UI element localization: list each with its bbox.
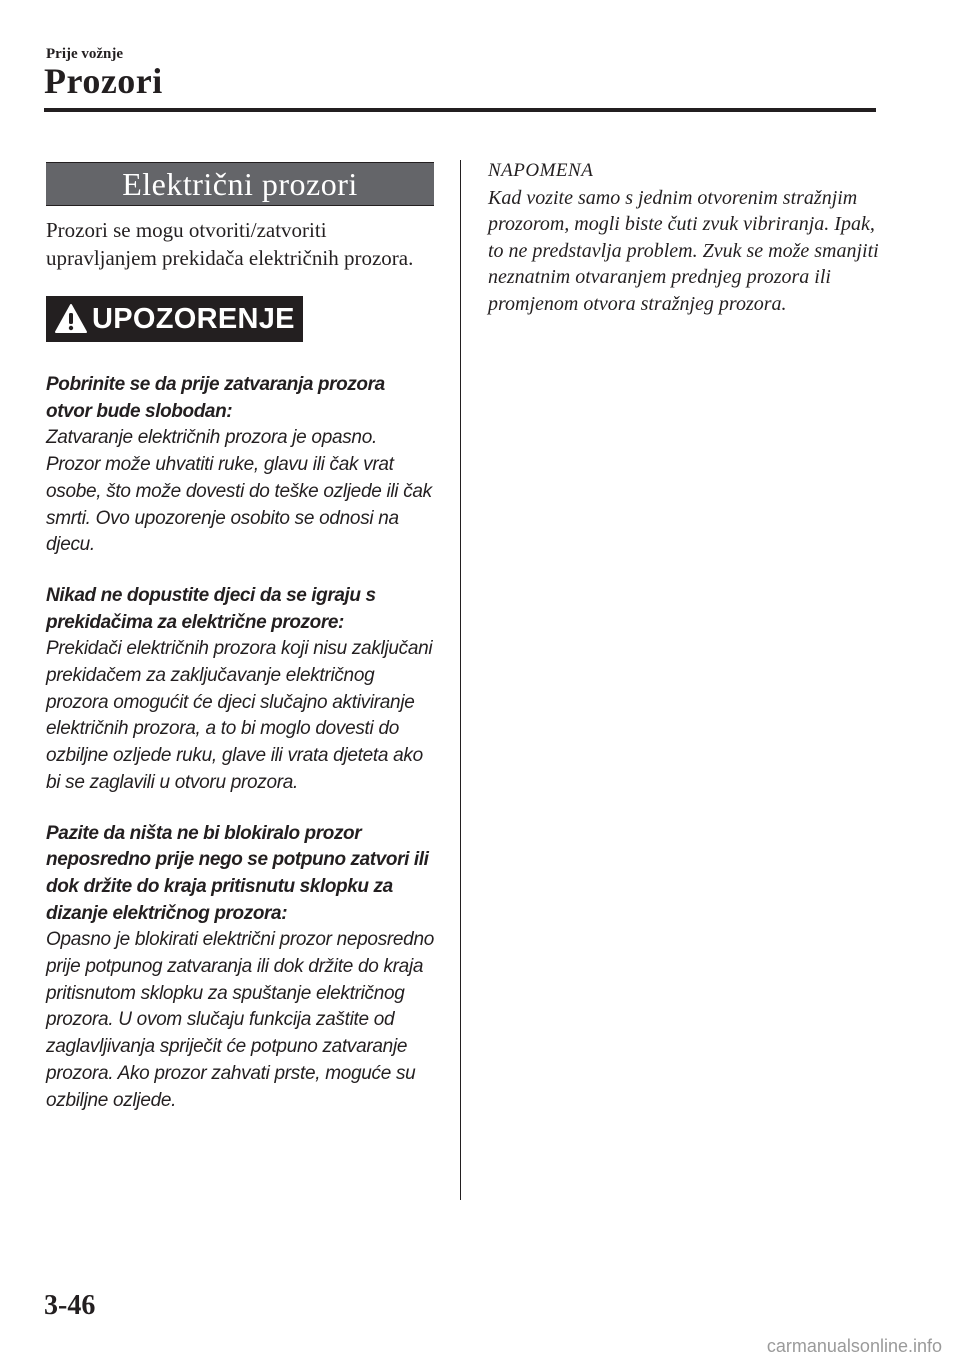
right-column bbox=[488, 158, 888, 317]
note-body: Kad vozite samo s jednim otvorenim stražnjim prozorom, mogli biste čuti zvuk vibriranja. Ipak, to ne predstavlja problem. Zvuk se može smanjiti neznatnim otvaranjem prednjeg prozora ili promjenom otvora stražnjeg prozora. bbox=[488, 186, 879, 315]
warning-item bbox=[46, 583, 434, 797]
warning-body: Opasno je blokirati električni prozor neposredno prije potpunog zatvaranja ili dok držite do kraja pritisnutom sklopku za spuštanje električnog prozora. U ovom slučaju funkcija zaštite od zaglavljivanja spriječit će potpuno zatvaranje prozora. Ako prozor zahvati prste, moguće su ozbiljne ozljede. bbox=[46, 929, 434, 1111]
page-title: Prozori bbox=[44, 61, 163, 101]
warning-triangle-icon bbox=[54, 303, 88, 335]
warning-badge bbox=[46, 296, 303, 342]
warning-heading: Pobrinite se da prije zatvaranja prozora otvor bude slobodan: bbox=[46, 374, 385, 422]
header-divider bbox=[44, 108, 876, 112]
warning-body: Zatvaranje električnih prozora je opasno. Prozor može uhvatiti ruke, glavu ili čak vrat osobe, što može dovesti do teške ozljede ili čak smrti. Ovo upozorenje osobito se odnosi na djecu. bbox=[46, 427, 432, 556]
column-divider bbox=[460, 160, 461, 1200]
warning-item bbox=[46, 821, 434, 1115]
warning-body: Prekidači električnih prozora koji nisu zaključani prekidačem za zaključavanje električnog prozora omogućit će djeci slučajno aktiviranje električnih prozora, a to bi moglo dovesti do ozbiljne ozljede ruku, glave ili vrata djeteta ako bi se zaglavili u otvoru prozora. bbox=[46, 638, 433, 793]
warning-item bbox=[46, 372, 434, 559]
left-column bbox=[46, 162, 434, 1114]
section-title: Električni prozori bbox=[46, 162, 434, 206]
page-number: 3-46 bbox=[44, 1290, 96, 1321]
warning-heading: Nikad ne dopustite djeci da se igraju s prekidačima za električne prozore: bbox=[46, 584, 376, 633]
section-intro: Prozori se mogu otvoriti/zatvoriti upravljanjem prekidača električnih prozora. bbox=[46, 218, 414, 270]
watermark: carmanualsonline.info bbox=[766, 1336, 942, 1356]
breadcrumb: Prije vožnje bbox=[46, 46, 124, 62]
note-title: NAPOMENA bbox=[488, 160, 594, 181]
warning-heading: Pazite da ništa ne bi blokiralo prozor neposredno prije nego se potpuno zatvori ili dok držite do kraja pritisnutu sklopku za dizanje električnog prozora: bbox=[46, 822, 429, 924]
warning-label: UPOZORENJE bbox=[92, 302, 295, 335]
